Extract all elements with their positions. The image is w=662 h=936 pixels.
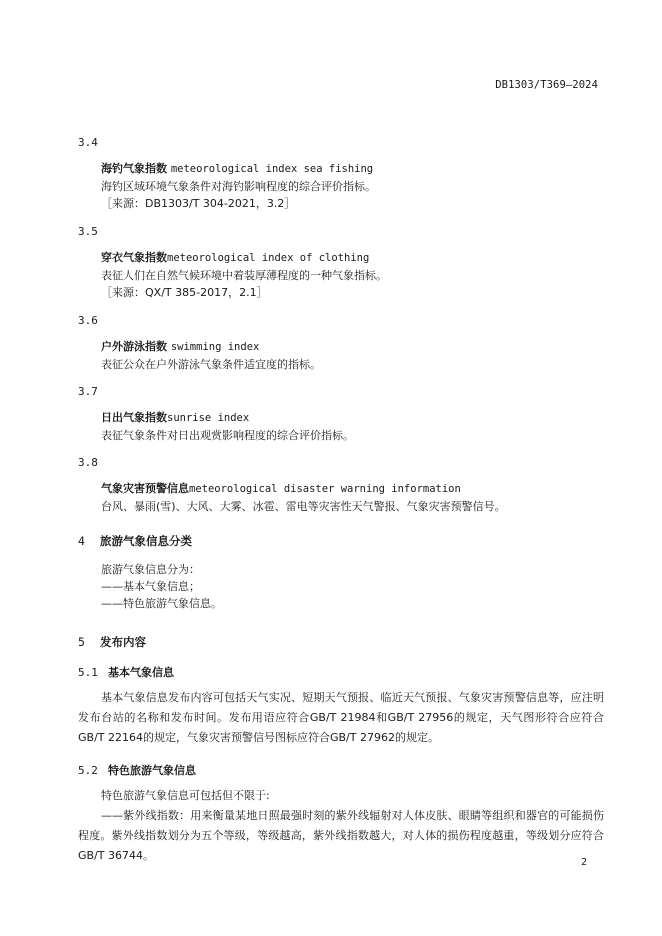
subsection-5-2-heading bbox=[78, 762, 604, 778]
section-title: 发布内容 bbox=[100, 635, 146, 649]
term-title-zh: 海钓气象指数 bbox=[101, 162, 167, 175]
term-3-6 bbox=[78, 314, 604, 373]
paragraph: 基本气象信息发布内容可包括天气实况、短期天气预报、临近天气预报、气象灾害预警信息等，应注明发布台站的名称和发布时间。发布用语应符合GB/T 21984和GB/T 27956的规定，天气图形符合应符合GB/T 22164的规定，气象灾害预警信号图标应符合GB/T 27962的规定。 bbox=[78, 691, 604, 744]
term-definition: 台风、暴雨(雪)、大风、大雾、冰雹、雷电等灾害性天气警报、气象灾害预警信号。 bbox=[101, 500, 506, 513]
term-source: ［来源：DB1303/T 304-2021，3.2］ bbox=[101, 197, 296, 210]
term-definition: 表征公众在户外游泳气象条件适宜度的指标。 bbox=[101, 358, 321, 371]
term-title-en: swimming index bbox=[170, 341, 260, 353]
subsection-title: 基本气象信息 bbox=[108, 666, 174, 679]
term-number: 3.4 bbox=[78, 136, 98, 149]
list-item: ——基本气象信息； bbox=[101, 580, 200, 593]
list-item-uv-index: ——紫外线指数：用来衡量某地日照最强时刻的紫外线辐射对人体皮肤、眼睛等组织和器官的可能损伤程度。紫外线指数划分为五个等级，等级越高，紫外线指数越大，对人体的损伤程度越重，等级划分应符合GB/T 36744。 bbox=[78, 809, 604, 862]
term-title-en: sunrise index bbox=[167, 412, 250, 424]
term-source: ［来源：QX/T 385-2017，2.1］ bbox=[101, 286, 268, 299]
term-title-zh: 户外游泳指数 bbox=[101, 340, 167, 353]
list-item: ——特色旅游气象信息。 bbox=[101, 597, 222, 610]
term-number: 3.5 bbox=[78, 225, 98, 238]
section-4-intro: 旅游气象信息分为： bbox=[101, 563, 200, 576]
term-3-8 bbox=[78, 456, 604, 515]
document-code: DB1303/T369—2024 bbox=[495, 79, 598, 91]
term-3-5 bbox=[78, 225, 604, 302]
section-5-heading bbox=[78, 634, 604, 650]
subsection-title: 特色旅游气象信息 bbox=[108, 764, 196, 777]
section-4-heading bbox=[78, 533, 604, 549]
term-definition: 表征人们在自然气候环境中着装厚薄程度的一种气象指标。 bbox=[101, 269, 387, 282]
term-number: 3.7 bbox=[78, 385, 98, 398]
term-3-7 bbox=[78, 385, 604, 444]
term-number: 3.6 bbox=[78, 314, 98, 327]
term-title bbox=[78, 409, 604, 427]
document-body bbox=[78, 136, 604, 866]
subsection-5-1-heading bbox=[78, 664, 604, 680]
term-title-en: meteorological disaster warning information bbox=[189, 483, 461, 495]
term-definition: 海钓区域环境气象条件对海钓影响程度的综合评价指标。 bbox=[101, 180, 376, 193]
term-title-zh: 穿衣气象指数 bbox=[101, 251, 167, 264]
term-definition: 表征气象条件对日出观赏影响程度的综合评价指标。 bbox=[101, 429, 354, 442]
paragraph-intro: 特色旅游气象信息可包括但不限于: bbox=[101, 789, 270, 802]
subsection-number: 5.1 bbox=[78, 666, 98, 679]
page-number: 2 bbox=[580, 857, 587, 868]
term-title-zh: 日出气象指数 bbox=[101, 411, 167, 424]
term-title bbox=[78, 160, 604, 178]
section-number: 4 bbox=[78, 534, 85, 548]
subsection-number: 5.2 bbox=[78, 764, 98, 777]
section-title: 旅游气象信息分类 bbox=[100, 534, 192, 548]
term-title-en: meteorological index sea fishing bbox=[170, 163, 374, 175]
term-title bbox=[78, 338, 604, 356]
term-title bbox=[78, 249, 604, 267]
term-title-zh: 气象灾害预警信息 bbox=[101, 482, 189, 495]
term-title-en: meteorological index of clothing bbox=[167, 252, 370, 264]
term-number: 3.8 bbox=[78, 456, 98, 469]
term-title bbox=[78, 480, 604, 498]
section-number: 5 bbox=[78, 635, 85, 649]
term-3-4 bbox=[78, 136, 604, 213]
